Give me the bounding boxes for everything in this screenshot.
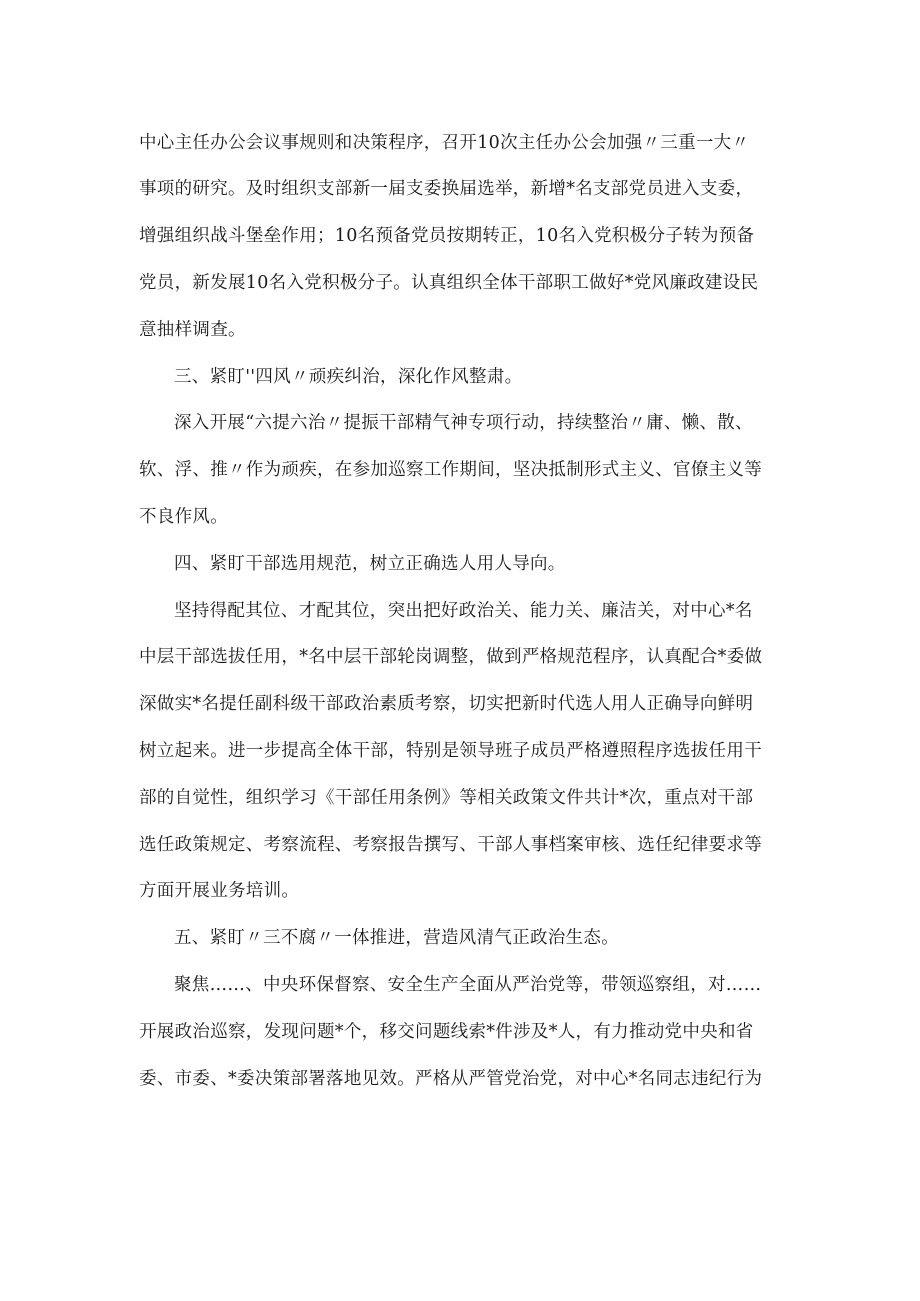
paragraph-line: 方面开展业务培训。: [139, 881, 300, 901]
paragraph-line: 增强组织战斗堡垒作用；10名预备党员按期转正，10名入党积极分子转为预备: [139, 226, 755, 246]
paragraph-line: 选任政策规定、考察流程、考察报告撰写、干部人事档案审核、选任纪律要求等: [139, 835, 762, 855]
paragraph-line: 中心主任办公会议事规则和决策程序，召开10次主任办公会加强〃三重一大〃: [139, 133, 750, 153]
paragraph-line: 中层干部选拔任用，*名中层干部轮岗调整，做到严格规范程序，认真配合*委做: [139, 647, 763, 667]
paragraph-line: 意抽样调查。: [139, 320, 246, 340]
paragraph-line: 委、市委、*委决策部署落地见效。严格从严管党治党，对中心*名同志违纪行为: [139, 1069, 763, 1089]
paragraph-line: 树立起来。进一步提高全体干部，特别是领导班子成员严格遵照程序选拔任用干: [139, 741, 762, 761]
section-heading-5: 五、紧盯〃三不腐〃一体推进，营造风清气正政治生态。: [174, 928, 619, 948]
section-heading-4: 四、紧盯干部选用规范，树立正确选人用人导向。: [174, 554, 566, 574]
paragraph-line: 深做实*名提任副科级干部政治素质考察，切实把新时代选人用人正确导向鲜明: [139, 694, 754, 714]
paragraph-line: 部的自觉性，组织学习《干部任用条例》等相关政策文件共计*次，重点对干部: [139, 788, 754, 808]
paragraph-line: 党员，新发展10名入党积极分子。认真组织全体干部职工做好*党风廉政建设民: [139, 273, 759, 293]
paragraph-line: 不良作风。: [139, 507, 228, 527]
paragraph-line: 软、浮、推〃作为顽疾，在参加巡察工作期间，坚决抵制形式主义、官僚主义等: [139, 460, 762, 480]
paragraph-line: 事项的研究。及时组织支部新一届支委换届选举，新增*名支部党员进入支委，: [139, 179, 754, 199]
paragraph-line: 开展政治巡察，发现问题*个，移交问题线索*件涉及*人，有力推动党中央和省: [139, 1022, 754, 1042]
section-heading-3: 三、紧盯''四风〃顽疾纠治，深化作风整肃。: [174, 367, 523, 387]
paragraph-line: 坚持得配其位、才配其位，突出把好政治关、能力关、廉洁关，对中心*名: [174, 601, 753, 621]
paragraph-line: 深入开展“六提六治〃提振干部精气神专项行动，持续整治〃庸、懒、散、: [174, 413, 753, 433]
paragraph-line: 聚焦……、中央环保督察、安全生产全面从严治党等，带领巡察组，对……: [174, 975, 762, 995]
